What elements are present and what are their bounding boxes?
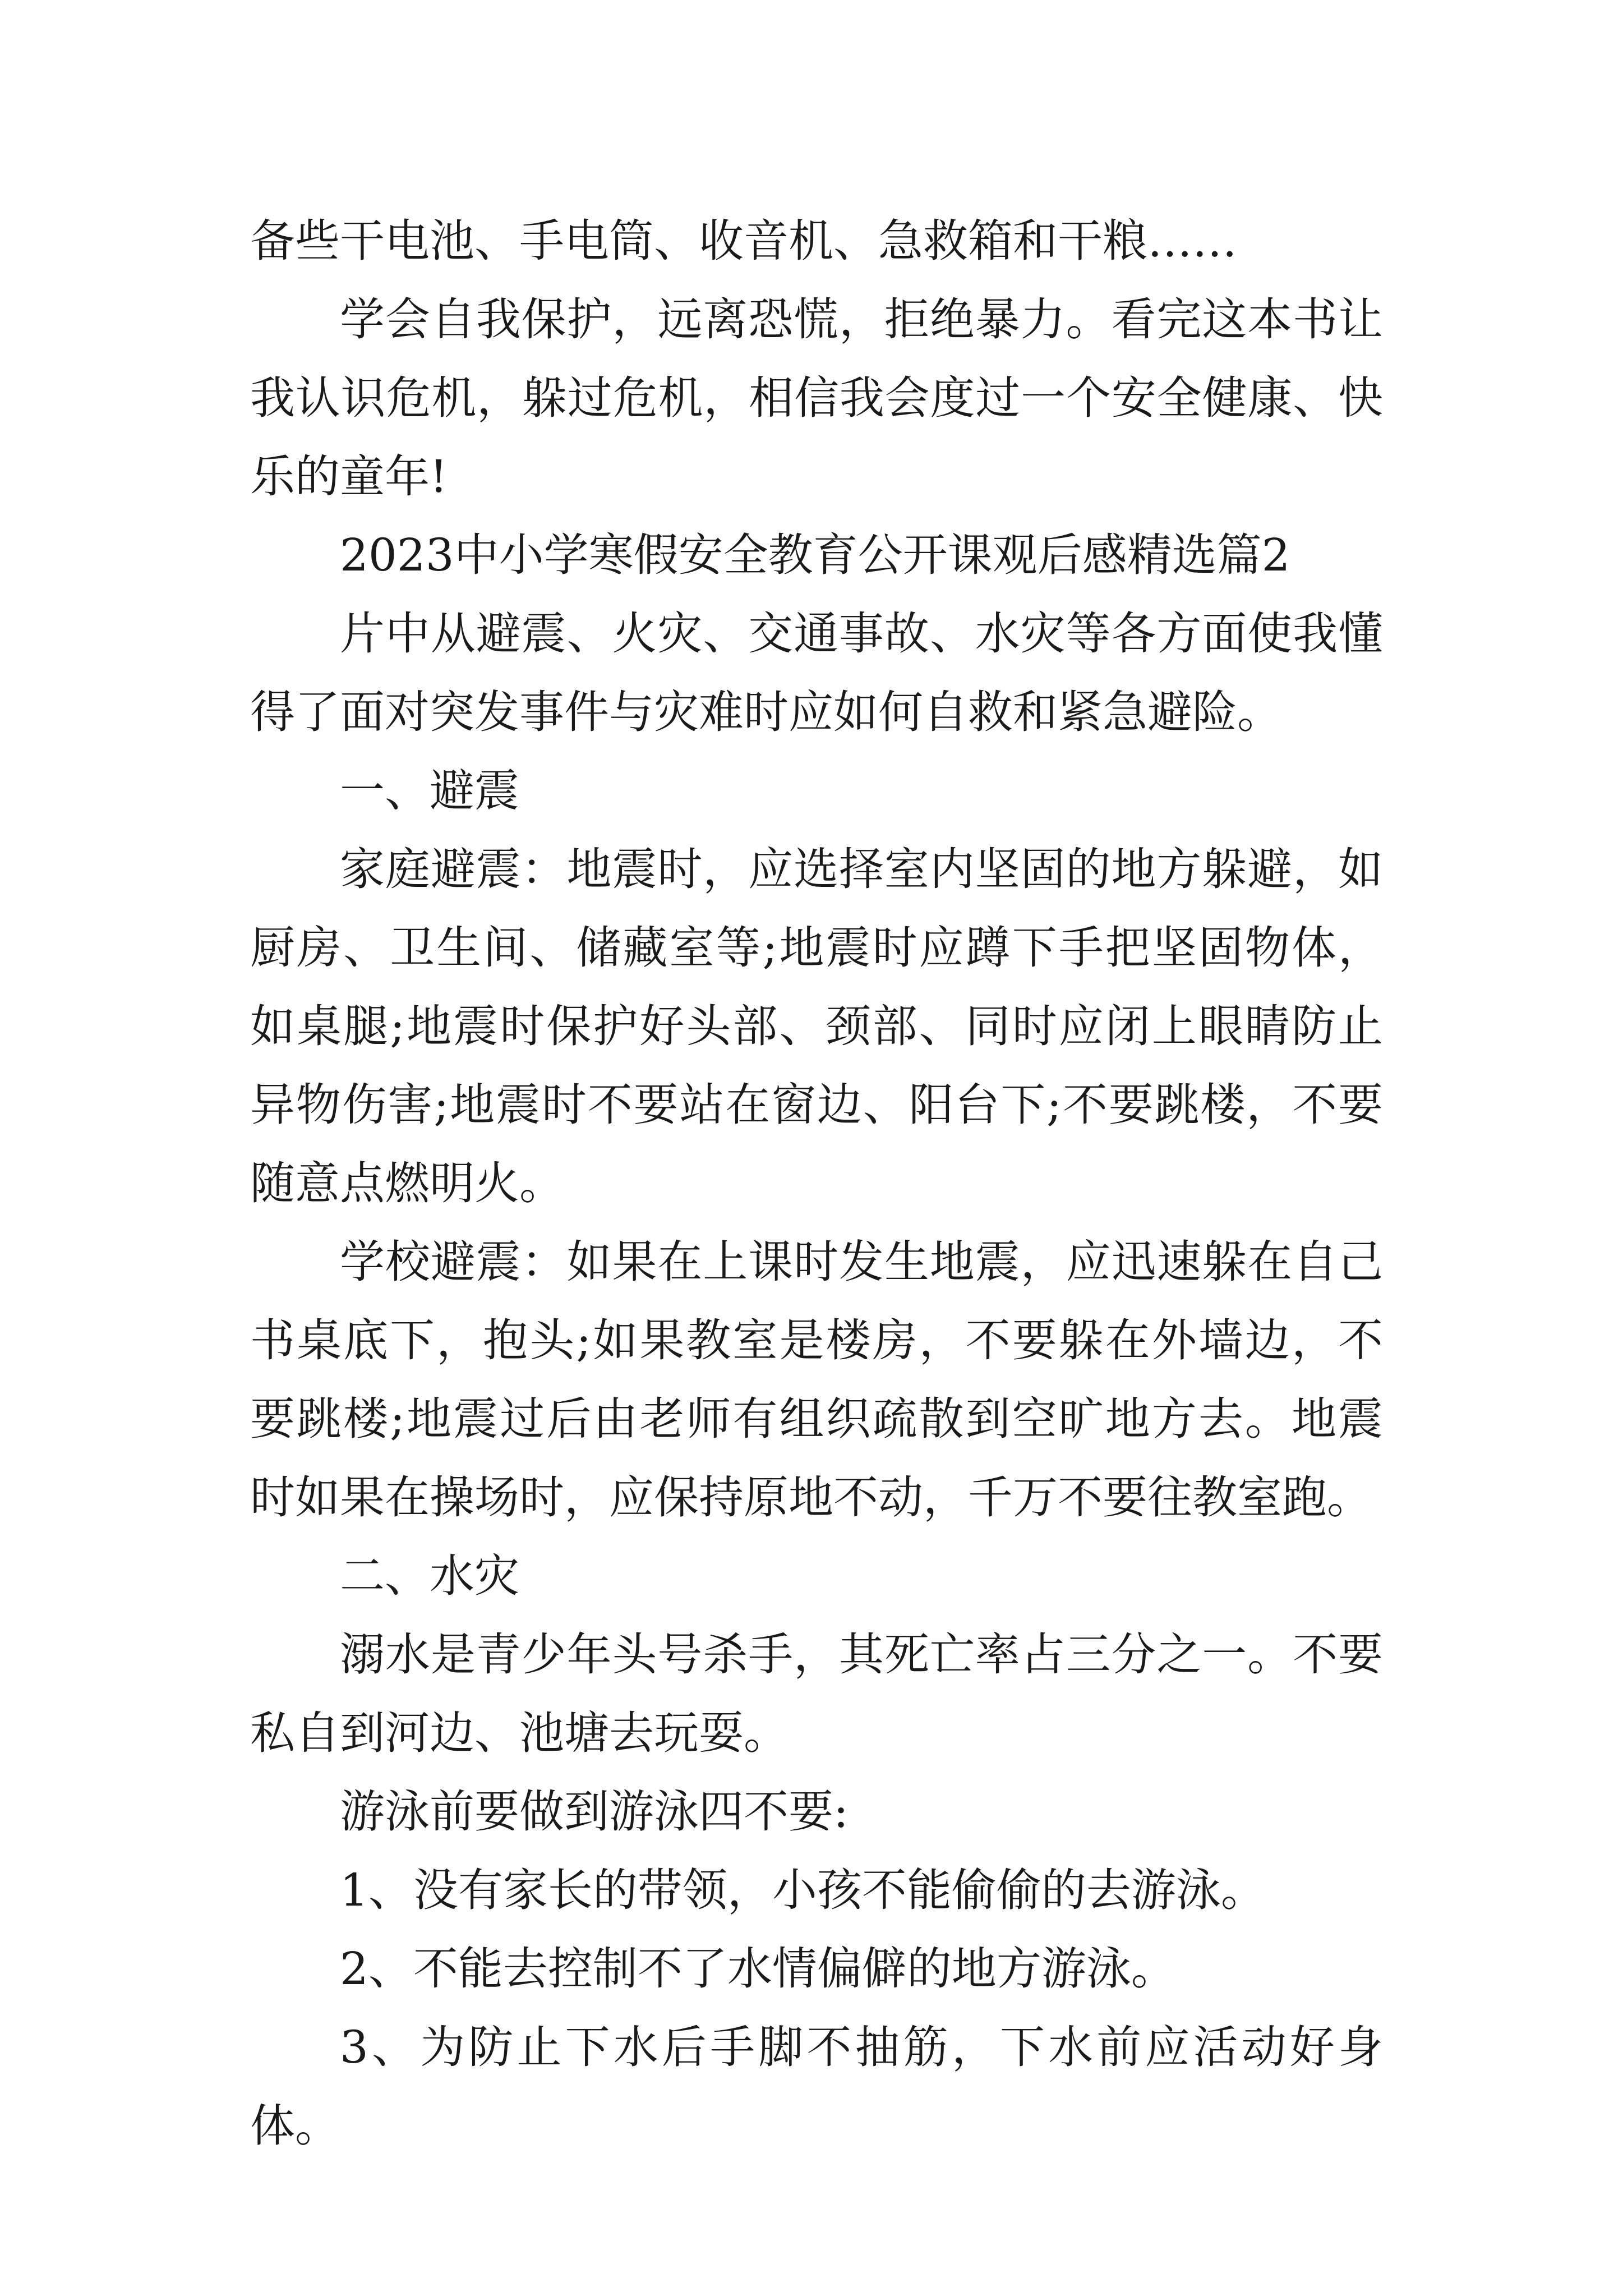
subheading-earthquake: 一、避震: [340, 765, 519, 817]
subheading-flood: 二、水灾: [340, 1550, 519, 1602]
paragraph-2: 学会自我保护，远离恐慌，拒绝暴力。看完这本书让我认识危机，躲过危机，相信我会度过一个安全健康、快乐的童年!: [250, 293, 1383, 503]
list-item-2: 2、不能去控制不了水情偏僻的地方游泳。: [340, 1943, 1176, 1995]
paragraph-drowning: 溺水是青少年头号杀手，其死亡率占三分之一。不要私自到河边、池塘去玩耍。: [250, 1628, 1383, 1759]
paragraph-home-earthquake: 家庭避震：地震时，应选择室内坚固的地方躲避，如厨房、卫生间、储藏室等;地震时应蹲下手把坚固物体，如桌腿;地震时保护好头部、颈部、同时应闭上眼睛防止异物伤害;地震时不要站在窗边、阳台下;不要跳楼，不要随意点燃明火。: [250, 843, 1383, 1209]
document-body: [250, 202, 1383, 2165]
list-item-1: 1、没有家长的带领，小孩不能偷偷的去游泳。: [340, 1864, 1266, 1916]
list-item-3: 3、为防止下水后手脚不抽筋，下水前应活动好身体。: [250, 2021, 1383, 2152]
section-heading: 2023中小学寒假安全教育公开课观后感精选篇2: [340, 529, 1290, 581]
paragraph-school-earthquake: 学校避震：如果在上课时发生地震，应迅速躲在自己书桌底下，抱头;如果教室是楼房，不要躲在外墙边，不要跳楼;地震过后由老师有组织疏散到空旷地方去。地震时如果在操场时，应保持原地不动，千万不要往教室跑。: [250, 1236, 1383, 1524]
paragraph-3: 片中从避震、火灾、交通事故、水灾等各方面使我懂得了面对突发事件与灾难时应如何自救和紧急避险。: [250, 608, 1383, 738]
paragraph-1: 备些干电池、手电筒、收音机、急救箱和干粮……: [250, 215, 1237, 267]
paragraph-swim-rules-intro: 游泳前要做到游泳四不要:: [340, 1786, 849, 1838]
